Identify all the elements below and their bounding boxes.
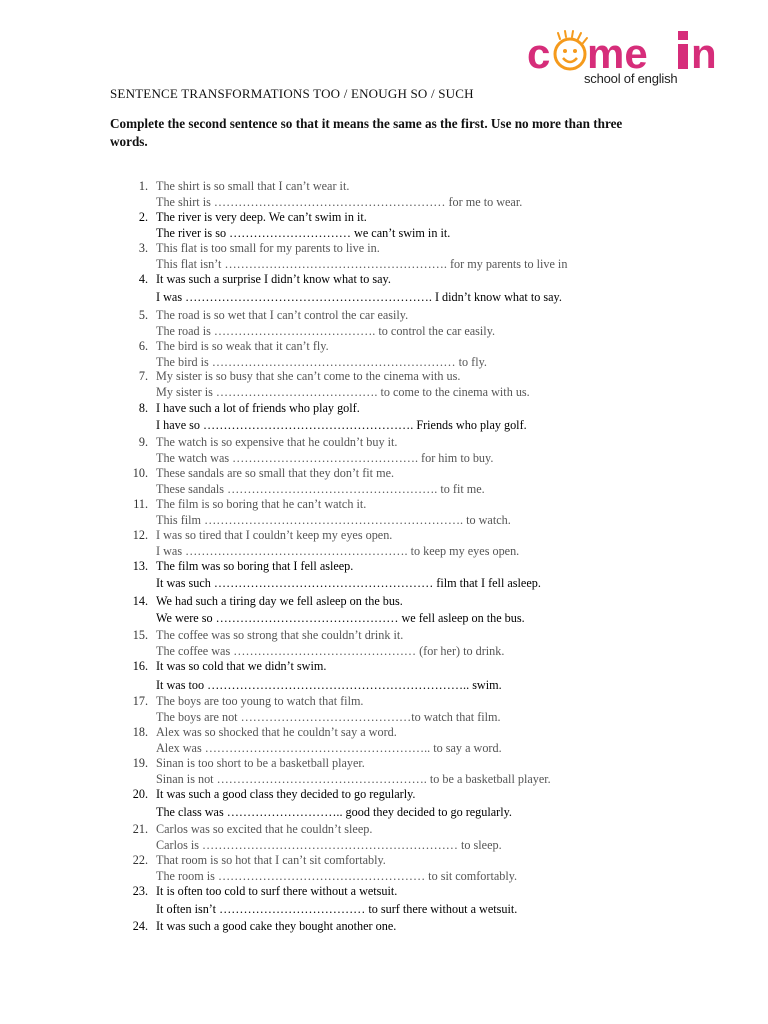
item-number: 17. [132,694,148,708]
original-sentence: It was such a good cake they bought another one. [156,919,397,933]
svg-text:me: me [587,30,648,77]
transformation-sentence: The river is so ………………………… we can’t swim in it. [156,226,451,240]
item-number: 11. [133,497,148,511]
instructions: Complete the second sentence so that it means the same as the first. Use no more than three words. [110,116,623,149]
school-logo [527,28,739,88]
item-number: 21. [132,822,148,836]
item-number: 4. [138,272,148,286]
item-number: 16. [132,659,148,673]
original-sentence: It was so cold that we didn’t swim. [156,659,327,673]
transformation-sentence: The shirt is ………………………………………………… for me to wear. [156,195,523,209]
transformation-sentence: This film ………………………………………………………. to watch. [156,513,511,527]
original-sentence: My sister is so busy that she can’t come to the cinema with us. [156,369,461,383]
logo-subtitle: school of english [584,71,678,86]
item-number: 1. [138,179,148,193]
transformation-sentence: This flat isn’t ………………………………………………. for my parents to live in [156,257,568,271]
item-number: 8. [138,401,148,415]
original-sentence: Alex was so shocked that he couldn’t say a word. [156,725,397,739]
original-sentence: That room is so hot that I can’t sit comfortably. [156,853,386,867]
original-sentence: It was such a good class they decided to go regularly. [156,787,416,801]
original-sentence: The boys are too young to watch that film. [156,694,364,708]
item-number: 3. [138,241,148,255]
transformation-sentence: Sinan is not ……………………………………………. to be a basketball player. [156,772,551,786]
item-number: 10. [132,466,148,480]
item-number: 12. [132,528,148,542]
transformation-sentence: I was ………………………………………………. to keep my eyes open. [156,544,520,558]
transformation-sentence: My sister is …………………………………. to come to the cinema with us. [156,385,530,399]
transformation-sentence: The coffee was ……………………………………… (for her) to drink. [156,644,505,658]
item-number: 6. [138,339,148,353]
page-title: SENTENCE TRANSFORMATIONS TOO / ENOUGH SO / SUCH [110,86,474,101]
svg-text:c: c [527,30,551,77]
transformation-sentence: The class was ……………………….. good they decided to go regularly. [156,805,512,819]
original-sentence: The film was so boring that I fell asleep. [156,559,354,573]
transformation-sentence: These sandals ……………………………………………. to fit me. [156,482,485,496]
item-number: 22. [132,853,148,867]
original-sentence: It was such a surprise I didn’t know what to say. [156,272,391,286]
original-sentence: The film is so boring that he can’t watch it. [156,497,367,511]
transformation-sentence: It was such ……………………………………………… film that I fell asleep. [156,576,541,590]
original-sentence: The watch is so expensive that he couldn’t buy it. [156,435,398,449]
item-number: 2. [138,210,148,224]
transformation-sentence: It was too ……………………………………………………….. swim. [156,678,502,692]
original-sentence: The road is so wet that I can’t control the car easily. [156,308,409,322]
original-sentence: Sinan is too short to be a basketball player. [156,756,365,770]
transformation-sentence: Carlos is ……………………………………………………… to sleep. [156,838,502,852]
original-sentence: We had such a tiring day we fell asleep on the bus. [156,594,403,608]
item-number: 23. [132,884,148,898]
item-number: 24. [132,919,148,933]
transformation-sentence: The bird is …………………………………………………… to fly. [156,355,487,369]
transformation-sentence: The road is …………………………………. to control the car easily. [156,324,496,338]
original-sentence: I have such a lot of friends who play golf. [156,401,360,415]
item-number: 13. [132,559,148,573]
item-number: 5. [138,308,148,322]
transformation-sentence: I have so ……………………………………………. Friends who play golf. [156,418,527,432]
transformation-sentence: The boys are not ……………………………………to watch that film. [156,710,501,724]
transformation-sentence: I was ……………………………………………………. I didn’t know what to say. [156,290,562,304]
item-number: 7. [138,369,148,383]
transformation-sentence: It often isn’t ……………………………… to surf there without a wetsuit. [156,902,518,916]
original-sentence: It is often too cold to surf there without a wetsuit. [156,884,398,898]
item-number: 20. [132,787,148,801]
original-sentence: I was so tired that I couldn’t keep my eyes open. [156,528,393,542]
original-sentence: The coffee was so strong that she couldn’t drink it. [156,628,404,642]
item-number: 14. [132,594,148,608]
transformation-sentence: We were so ……………………………………… we fell asleep on the bus. [156,611,525,625]
svg-text:n: n [691,30,717,77]
transformation-sentence: The watch was ………………………………………. for him to buy. [156,451,494,465]
original-sentence: This flat is too small for my parents to live in. [156,241,380,255]
item-number: 18. [132,725,148,739]
original-sentence: These sandals are so small that they don’t fit me. [156,466,395,480]
original-sentence: The shirt is so small that I can’t wear it. [156,179,350,193]
original-sentence: The river is very deep. We can’t swim in it. [156,210,367,224]
original-sentence: The bird is so weak that it can’t fly. [156,339,329,353]
original-sentence: Carlos was so excited that he couldn’t sleep. [156,822,373,836]
transformation-sentence: Alex was ……………………………………………….. to say a word. [156,741,502,755]
item-number: 19. [132,756,148,770]
item-number: 9. [138,435,148,449]
transformation-sentence: The room is …………………………………………… to sit comfortably. [156,869,518,883]
item-number: 15. [132,628,148,642]
